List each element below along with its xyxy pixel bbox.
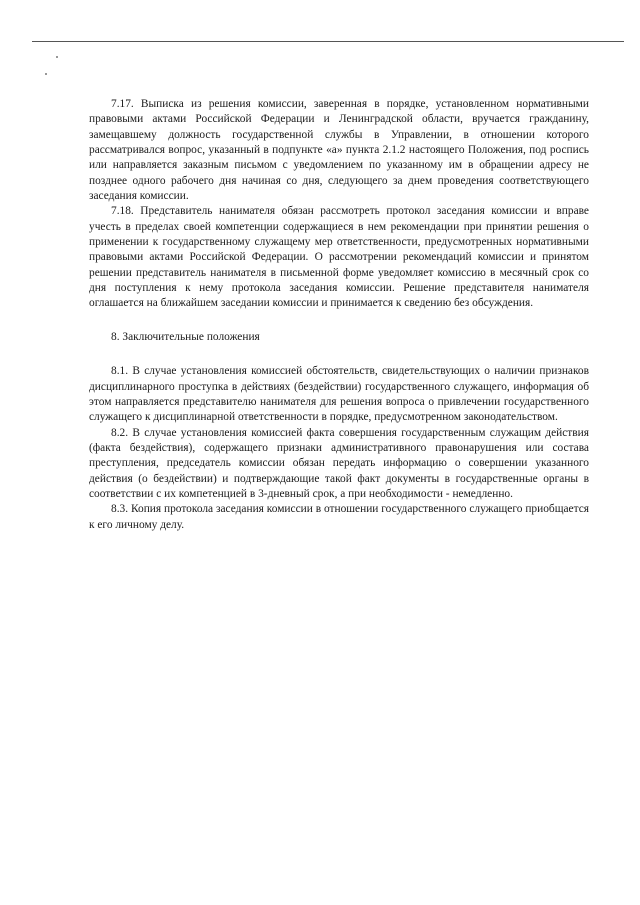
paragraph-8-2: 8.2. В случае установления комиссией факта совершения государственным служащим действия (факта бездействия), содержащего признаки административного правонарушения или состава преступления, председатель комиссии обязан передать информацию о совершении указанного действия (о бездействии) и подтверждающие такой факт документы в государственные органы в соответствии с их компетенцией в 3-дневный срок, а при необходимости - немедленно. [89, 426, 589, 500]
scan-top-border [32, 41, 624, 42]
section-heading-8: 8. Заключительные положения [111, 330, 260, 343]
paragraph-8-1: 8.1. В случае установления комиссией обстоятельств, свидетельствующих о наличии признаков дисциплинарного проступка в действиях (бездействии) государственного служащего, информация об этом направляется представителю нанимателя для решения вопроса о привлечении государственного служащего к дисциплинарной ответственности в порядке, предусмотренном законодательством. [89, 365, 589, 424]
scan-speck [56, 56, 58, 58]
scan-speck [45, 73, 47, 75]
paragraph-8-3: 8.3. Копия протокола заседания комиссии в отношении государственного служащего приобщается к его личному делу. [89, 503, 589, 531]
paragraph-7-18: 7.18. Представитель нанимателя обязан рассмотреть протокол заседания комиссии и вправе учесть в пределах своей компетенции содержащиеся в нем рекомендации при принятии решения о применении к государственному служащему мер ответственности, предусмотренных нормативными правовыми актами Российской Федерации. О рассмотрении рекомендаций комиссии и принятом решении представитель нанимателя в письменной форме уведомляет комиссию в месячный срок со дня поступления к нему протокола заседания комиссии. Решение представителя нанимателя оглашается на ближайшем заседании комиссии и принимается к сведению без обсуждения. [89, 205, 589, 310]
paragraph-7-17: 7.17. Выписка из решения комиссии, заверенная в порядке, установленном нормативными правовыми актами Российской Федерации и Ленинградской области, вручается гражданину, замещавшему должность государственной службы в Управлении, в отношении которого рассматривался вопрос, указанный в подпункте «а» пункта 2.1.2 настоящего Положения, под роспись или направляется заказным письмом с уведомлением по указанному им в обращении адресу не позднее одного рабочего дня начиная со дня, следующего за днем проведения соответствующего заседания комиссии. [89, 98, 589, 203]
document-body [89, 97, 589, 533]
